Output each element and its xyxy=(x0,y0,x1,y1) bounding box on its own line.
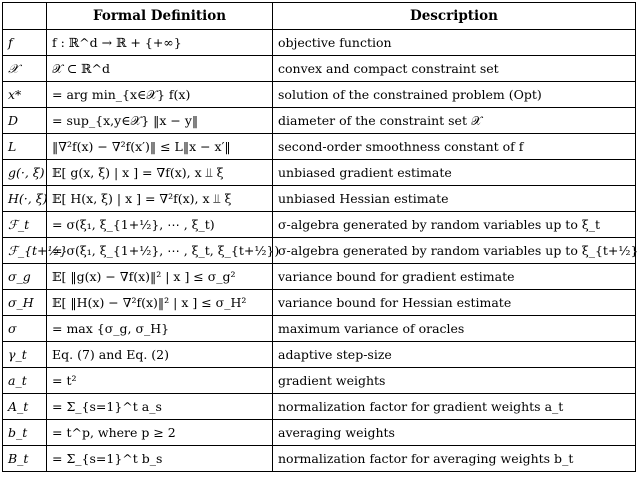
description-cell: diameter of the constraint set 𝒳 xyxy=(273,108,636,134)
symbol-cell: L xyxy=(3,134,47,160)
symbol-cell: f xyxy=(3,30,47,56)
table-row xyxy=(3,290,636,316)
table-row xyxy=(3,186,636,212)
table-row xyxy=(3,134,636,160)
definition-cell: = max {σ_g, σ_H} xyxy=(47,316,273,342)
description-cell: adaptive step-size xyxy=(273,342,636,368)
definition-cell: Eq. (7) and Eq. (2) xyxy=(47,342,273,368)
definition-cell: = t^p, where p ≥ 2 xyxy=(47,420,273,446)
symbol-cell: a_t xyxy=(3,368,47,394)
table-row xyxy=(3,82,636,108)
symbol-cell: σ_g xyxy=(3,264,47,290)
description-cell: variance bound for Hessian estimate xyxy=(273,290,636,316)
definition-cell: ‖∇²f(x) − ∇²f(x′)‖ ≤ L‖x − x′‖ xyxy=(47,134,273,160)
description-cell: solution of the constrained problem (Opt) xyxy=(273,82,636,108)
definition-cell: = σ(ξ₁, ξ_{1+½}, ⋯ , ξ_t) xyxy=(47,212,273,238)
table-row xyxy=(3,56,636,82)
description-cell: objective function xyxy=(273,30,636,56)
symbol-cell: γ_t xyxy=(3,342,47,368)
definition-cell: = arg min_{x∈𝒳} f(x) xyxy=(47,82,273,108)
header-formal-definition: Formal Definition xyxy=(47,3,273,30)
definition-cell: 𝒳 ⊂ ℝ^d xyxy=(47,56,273,82)
description-cell: convex and compact constraint set xyxy=(273,56,636,82)
table-row xyxy=(3,30,636,56)
description-cell: averaging weights xyxy=(273,420,636,446)
table-row xyxy=(3,446,636,472)
definition-cell: = Σ_{s=1}^t b_s xyxy=(47,446,273,472)
table-row xyxy=(3,420,636,446)
symbol-cell: b_t xyxy=(3,420,47,446)
description-cell: maximum variance of oracles xyxy=(273,316,636,342)
symbol-cell: x* xyxy=(3,82,47,108)
table-row xyxy=(3,212,636,238)
symbol-cell: σ_H xyxy=(3,290,47,316)
symbol-cell: A_t xyxy=(3,394,47,420)
table-row xyxy=(3,342,636,368)
table-row xyxy=(3,264,636,290)
symbol-cell: ℱ_{t+½} xyxy=(3,238,47,264)
definition-cell: = σ(ξ₁, ξ_{1+½}, ⋯ , ξ_t, ξ_{t+½}) xyxy=(47,238,273,264)
description-cell: gradient weights xyxy=(273,368,636,394)
symbol-cell: D xyxy=(3,108,47,134)
description-cell: unbiased Hessian estimate xyxy=(273,186,636,212)
description-cell: unbiased gradient estimate xyxy=(273,160,636,186)
definition-cell: = sup_{x,y∈𝒳} ‖x − y‖ xyxy=(47,108,273,134)
description-cell: variance bound for gradient estimate xyxy=(273,264,636,290)
description-cell: normalization factor for averaging weights b_t xyxy=(273,446,636,472)
definition-cell: 𝔼[ ‖H(x) − ∇²f(x)‖² | x ] ≤ σ_H² xyxy=(47,290,273,316)
symbol-cell: g(·, ξ) xyxy=(3,160,47,186)
header-row xyxy=(3,3,636,30)
table-row xyxy=(3,368,636,394)
definition-cell: = Σ_{s=1}^t a_s xyxy=(47,394,273,420)
symbol-cell: ℱ_t xyxy=(3,212,47,238)
header-description: Description xyxy=(273,3,636,30)
table-row xyxy=(3,316,636,342)
header-symbol xyxy=(3,3,47,30)
description-cell: σ-algebra generated by random variables up to ξ_{t+½} xyxy=(273,238,636,264)
definition-cell: f : ℝ^d → ℝ + {+∞} xyxy=(47,30,273,56)
table-row xyxy=(3,160,636,186)
description-cell: σ-algebra generated by random variables up to ξ_t xyxy=(273,212,636,238)
notation-table xyxy=(2,2,639,472)
symbol-cell: σ xyxy=(3,316,47,342)
description-cell: normalization factor for gradient weights a_t xyxy=(273,394,636,420)
table-row xyxy=(3,394,636,420)
description-cell: second-order smoothness constant of f xyxy=(273,134,636,160)
table-row xyxy=(3,108,636,134)
table-row xyxy=(3,238,636,264)
symbol-cell: 𝒳 xyxy=(3,56,47,82)
definition-cell: 𝔼[ H(x, ξ) | x ] = ∇²f(x), x ⫫ ξ xyxy=(47,186,273,212)
symbol-cell: B_t xyxy=(3,446,47,472)
symbol-cell: H(·, ξ) xyxy=(3,186,47,212)
definition-cell: 𝔼[ g(x, ξ) | x ] = ∇f(x), x ⫫ ξ xyxy=(47,160,273,186)
definition-cell: 𝔼[ ‖g(x) − ∇f(x)‖² | x ] ≤ σ_g² xyxy=(47,264,273,290)
definition-cell: = t² xyxy=(47,368,273,394)
